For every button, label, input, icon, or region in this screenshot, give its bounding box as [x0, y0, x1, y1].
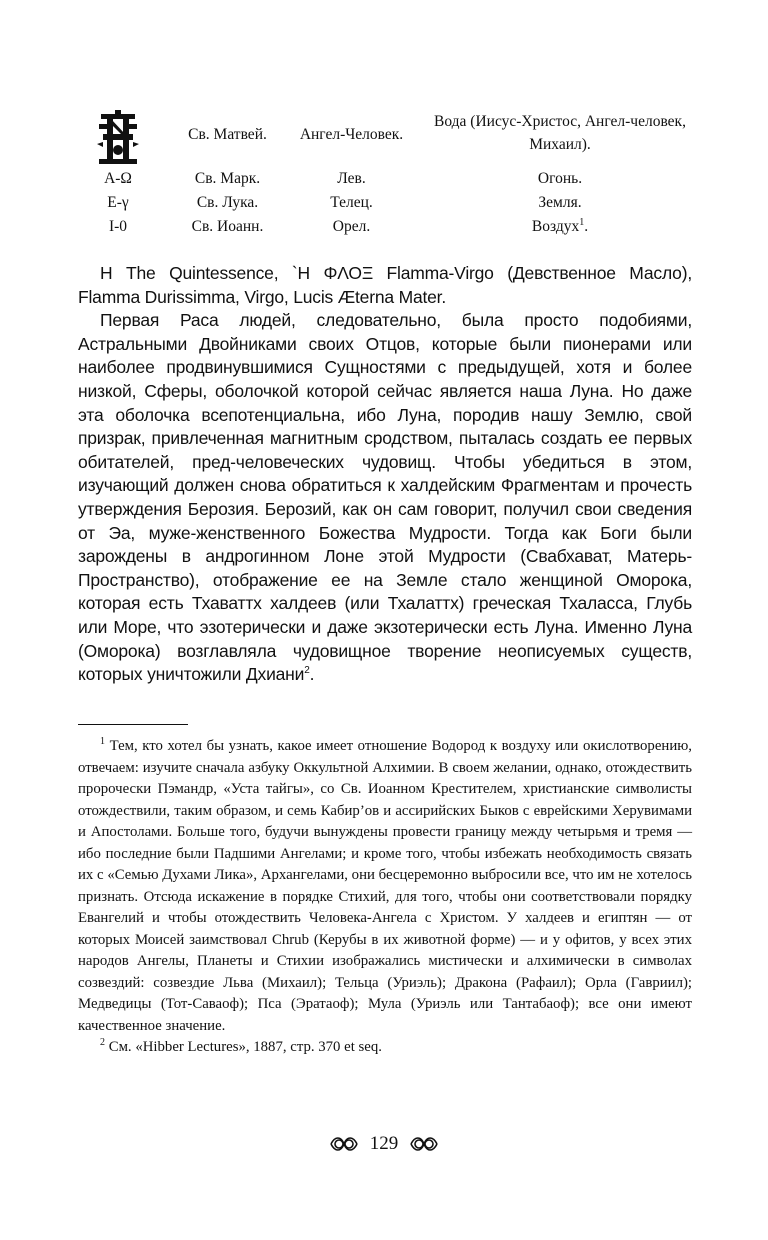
- footnote-ref[interactable]: 1: [579, 216, 585, 228]
- footnote-number: 2: [100, 1037, 105, 1049]
- footnote: [78, 736, 692, 1037]
- footnote-number: 1: [100, 736, 105, 748]
- table-cell-element: Земля.: [538, 194, 582, 211]
- paragraph: [78, 309, 692, 687]
- element-text: Воздух: [531, 218, 580, 235]
- main-text: [78, 262, 692, 687]
- table-row: [78, 110, 692, 168]
- table-cell-element: Огонь.: [537, 170, 583, 187]
- footnote-text: Тем, кто хотел бы узнать, какое имеет отношение Водород к воздуху или окислотворению, отвечаем: изучите сначала азбуку Оккультной Алхимии. В своем желании, однако, отождествить пророчески Пэмандр, «Уста тайгы», со Св. Иоанном Крестителем, христианские символисты отождествили, таким образом, и семь Кабир’ов и ассирийских Быков с еврейскими Херувимами и Апостолами. Больше того, будучи вынуждены провести границу между четырьмя и тремя — ибо последние были Падшими Ангелами; и кроме того, чтобы избежать необходимость связать их с «Семью Духами Лика», Архангелами, они бесцеремонно выбросили все, что им не хотелось признать. Отсюда искажение в порядке Стихий, для того, чтобы они соответствовали порядку Евангелий и чтобы отождествить Человека-Ангела с Христом. У халдеев и египтян — от которых Моисей заимствовал Chrub (Керубы в их животной форме) — и у офитов, у всех этих народов Ангелы, Планеты и Стихии изображались мистически и алхимически в символах созвездий: созвездие Льва (Михаил); Тельца (Уриэль); Дракона (Рафаил); Орла (Гавриил); Медведицы (Тот-Саваоф); Пса (Эратаоф); Мула (Уриэль или Тантабаоф); все они имеют качественное значение.: [78, 738, 692, 1034]
- table-cell-symbol-name: Орел.: [332, 218, 371, 235]
- table-cell-symbol: A-Ω: [104, 170, 132, 187]
- table-row: [78, 168, 692, 192]
- footnote-divider: [78, 724, 188, 725]
- table-cell-symbol: I-0: [108, 218, 128, 235]
- page-footer: [0, 1132, 768, 1155]
- table-cell-saint: Св. Лука.: [196, 194, 259, 211]
- element-tail: .: [584, 218, 589, 235]
- table-cell-symbol: E-γ: [107, 194, 129, 211]
- footnote: [78, 1037, 692, 1059]
- table-cell-symbol-name: Телец.: [330, 194, 373, 211]
- footnotes: [78, 736, 692, 1059]
- table-row: [78, 192, 692, 216]
- correspondence-table: [78, 110, 692, 240]
- floral-ornament-icon: [409, 1133, 439, 1155]
- table-cell-element: [428, 216, 692, 238]
- table-cell-element: Вода (Иисус-Христос, Ангел-человек, Михаил).: [434, 113, 686, 153]
- table-cell-symbol-name: Ангел-Человек.: [299, 126, 404, 143]
- table-row: [78, 216, 692, 240]
- floral-ornament-icon: [329, 1133, 359, 1155]
- table-cell-saint: Св. Иоанн.: [191, 218, 264, 235]
- occult-monogram-icon: [95, 110, 141, 168]
- footnote-text: См. «Hibber Lectures», 1887, стр. 370 et seq.: [108, 1039, 382, 1055]
- page-number: 129: [369, 1132, 399, 1154]
- paragraph: Η The Quintessence, `Η ΦΛΟΞ Flamma-Virgo (Девственное Масло), Flamma Durissimma, Virgo, Lucis Æterna Mater.: [78, 263, 692, 307]
- table-cell-saint: Св. Марк.: [194, 170, 261, 187]
- paragraph-tail: .: [309, 664, 315, 685]
- table-cell-symbol: [78, 110, 158, 175]
- paragraph-text: Первая Раса людей, следовательно, была просто подобиями, Астральными Двойниками своих Отцов, которые были пионерами или наиболее продвинувшимися Сущностями с предыдущей, хотя и более низкой, Сферы, оболочкой которой сейчас является наша Луна. Но даже эта оболочка всепотенциальна, ибо Луна, породив нашу Землю, свой призрак, привлеченная магнитным сродством, пыталась создать ее первых обитателей, пред-человеческих чудовищ. Чтобы убедиться в этом, изучающий должен снова обратиться к халдейским Фрагментам и прочесть утверждения Берозия. Берозий, как он сам говорит, получил свои сведения от Эа, муже-женственного Божества Мудрости. Тогда как Боги были зарождены в андрогинном Лоне этой Мудрости (Свабхават, Матерь-Пространство), отображение ее на Земле стало женщиной Оморока, которая есть Тхаваттх халдеев (или Тхалаттх) греческая Тхаласса, Глубь или Море, что эзотерически и даже экзотерически есть Луна. Именно Луна (Оморока) возглавляла чудовищное творение неописуемых существ, которых уничтожили Дхиани: [78, 310, 692, 685]
- table-cell-symbol-name: Лев.: [337, 170, 366, 187]
- footnote-ref[interactable]: 2: [304, 665, 310, 677]
- table-cell-saint: Св. Матвей.: [188, 126, 267, 143]
